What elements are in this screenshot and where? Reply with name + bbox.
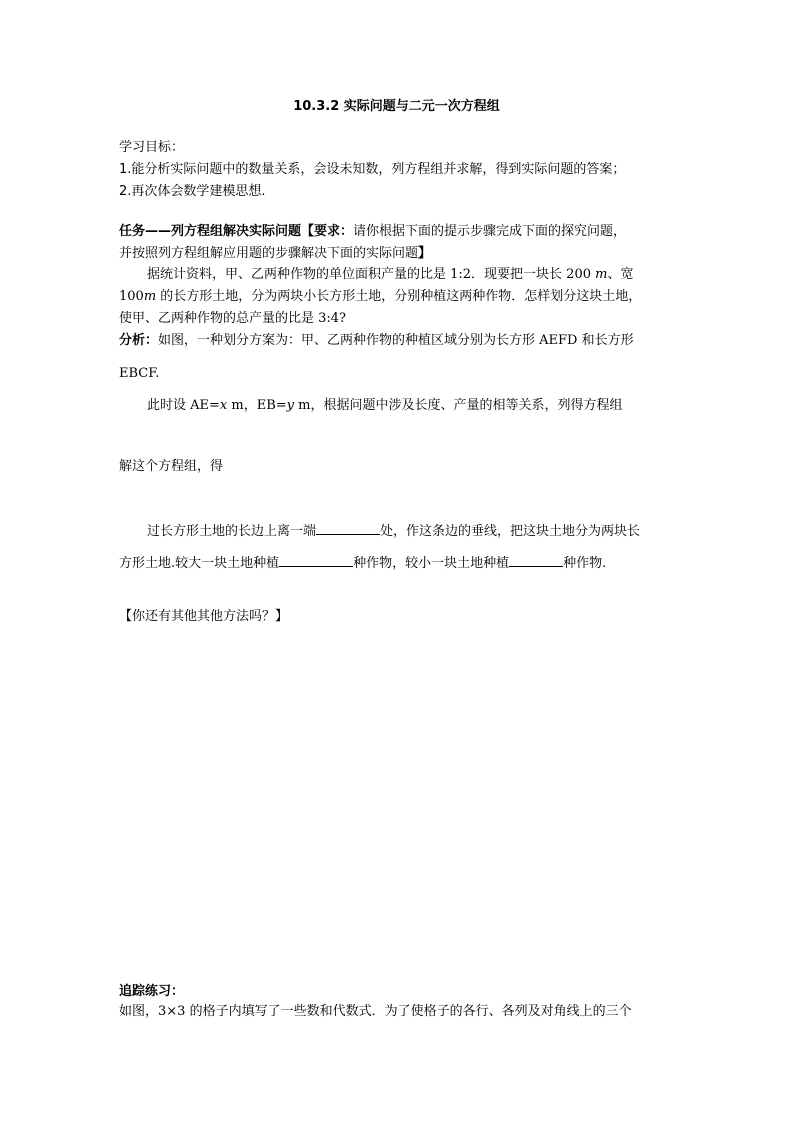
task-heading-line-2 <box>119 245 431 263</box>
analysis-setup-line <box>147 397 622 415</box>
setup-text-c: m，根据问题中涉及长度、产量的相等关系，列得方程组 <box>294 398 623 413</box>
solve-line: 解这个方程组，得 <box>119 459 224 474</box>
requirement-open-bracket: 【 <box>301 224 315 239</box>
analysis-label: 分析： <box>119 333 159 348</box>
answer-blank-distance[interactable] <box>316 520 380 535</box>
problem-text-1b: 、宽 <box>607 267 634 282</box>
conclusion-line-2 <box>119 552 606 573</box>
answer-blank-smaller-crop[interactable] <box>509 552 563 567</box>
problem-text-2a: 100 <box>119 289 144 304</box>
requirement-text-1: 请你根据下面的提示步骤完成下面的探究问题， <box>353 224 627 239</box>
other-methods-prompt: 【你还有其他其他方法吗？】 <box>119 609 289 624</box>
conclusion-text-1: 过长方形土地的长边上离一端 <box>147 524 317 539</box>
answer-blank-larger-crop[interactable] <box>279 552 353 567</box>
analysis-line-2: EBCF. <box>119 366 160 381</box>
conclusion-text-3: 方形土地.较大一块土地种植 <box>119 556 280 571</box>
task-heading-line-1 <box>119 223 626 241</box>
requirement-text-2: 并按照列方程组解应用题的步骤解决下面的实际问题 <box>119 246 419 261</box>
setup-text-a: 此时设 AE= <box>147 398 220 413</box>
requirement-close-bracket: 】 <box>418 246 432 261</box>
problem-line-1 <box>147 266 633 284</box>
practice-text: 如图，3×3 的格子内填写了一些数和代数式．为了使格子的各行、各列及对角线上的三个 <box>119 1004 632 1019</box>
analysis-text-1: 如图，一种划分方案为：甲、乙两种作物的种植区域分别为长方形 AEFD 和长方形 <box>158 333 634 348</box>
page-title: 10.3.2 实际问题与二元一次方程组 <box>293 99 500 114</box>
requirement-label: 要求： <box>314 224 354 239</box>
problem-text-1a: 据统计资料，甲、乙两种作物的单位面积产量的比是 1:2．现要把一块长 200 <box>147 267 596 282</box>
task-title: 任务——列方程组解决实际问题 <box>119 224 302 239</box>
problem-line-3: 使甲、乙两种作物的总产量的比是 3:4? <box>119 311 347 326</box>
objective-item-1: 1.能分析实际问题中的数量关系，会设未知数，列方程组并求解，得到实际问题的答案； <box>119 162 626 177</box>
setup-text-b: m，EB= <box>227 398 287 413</box>
conclusion-text-4: 种作物，较小一块土地种植 <box>353 556 510 571</box>
unit-m: m <box>143 289 157 304</box>
practice-heading: 追踪练习： <box>119 984 185 999</box>
objectives-heading: 学习目标： <box>119 140 185 155</box>
analysis-line-1 <box>119 332 634 350</box>
problem-text-2b: 的长方形土地，分为两块小长方形土地，分别种植这两种作物．怎样划分这块土地， <box>156 289 642 304</box>
conclusion-line-1 <box>147 520 640 541</box>
objective-item-2: 2.再次体会数学建模思想. <box>119 184 266 199</box>
conclusion-text-5: 种作物. <box>563 556 607 571</box>
conclusion-text-2: 处，作这条边的垂线，把这块土地分为两块长 <box>380 524 641 539</box>
problem-line-2 <box>119 288 641 306</box>
variable-y: y <box>286 398 295 413</box>
unit-m: m <box>595 267 608 282</box>
variable-x: x <box>219 398 228 413</box>
